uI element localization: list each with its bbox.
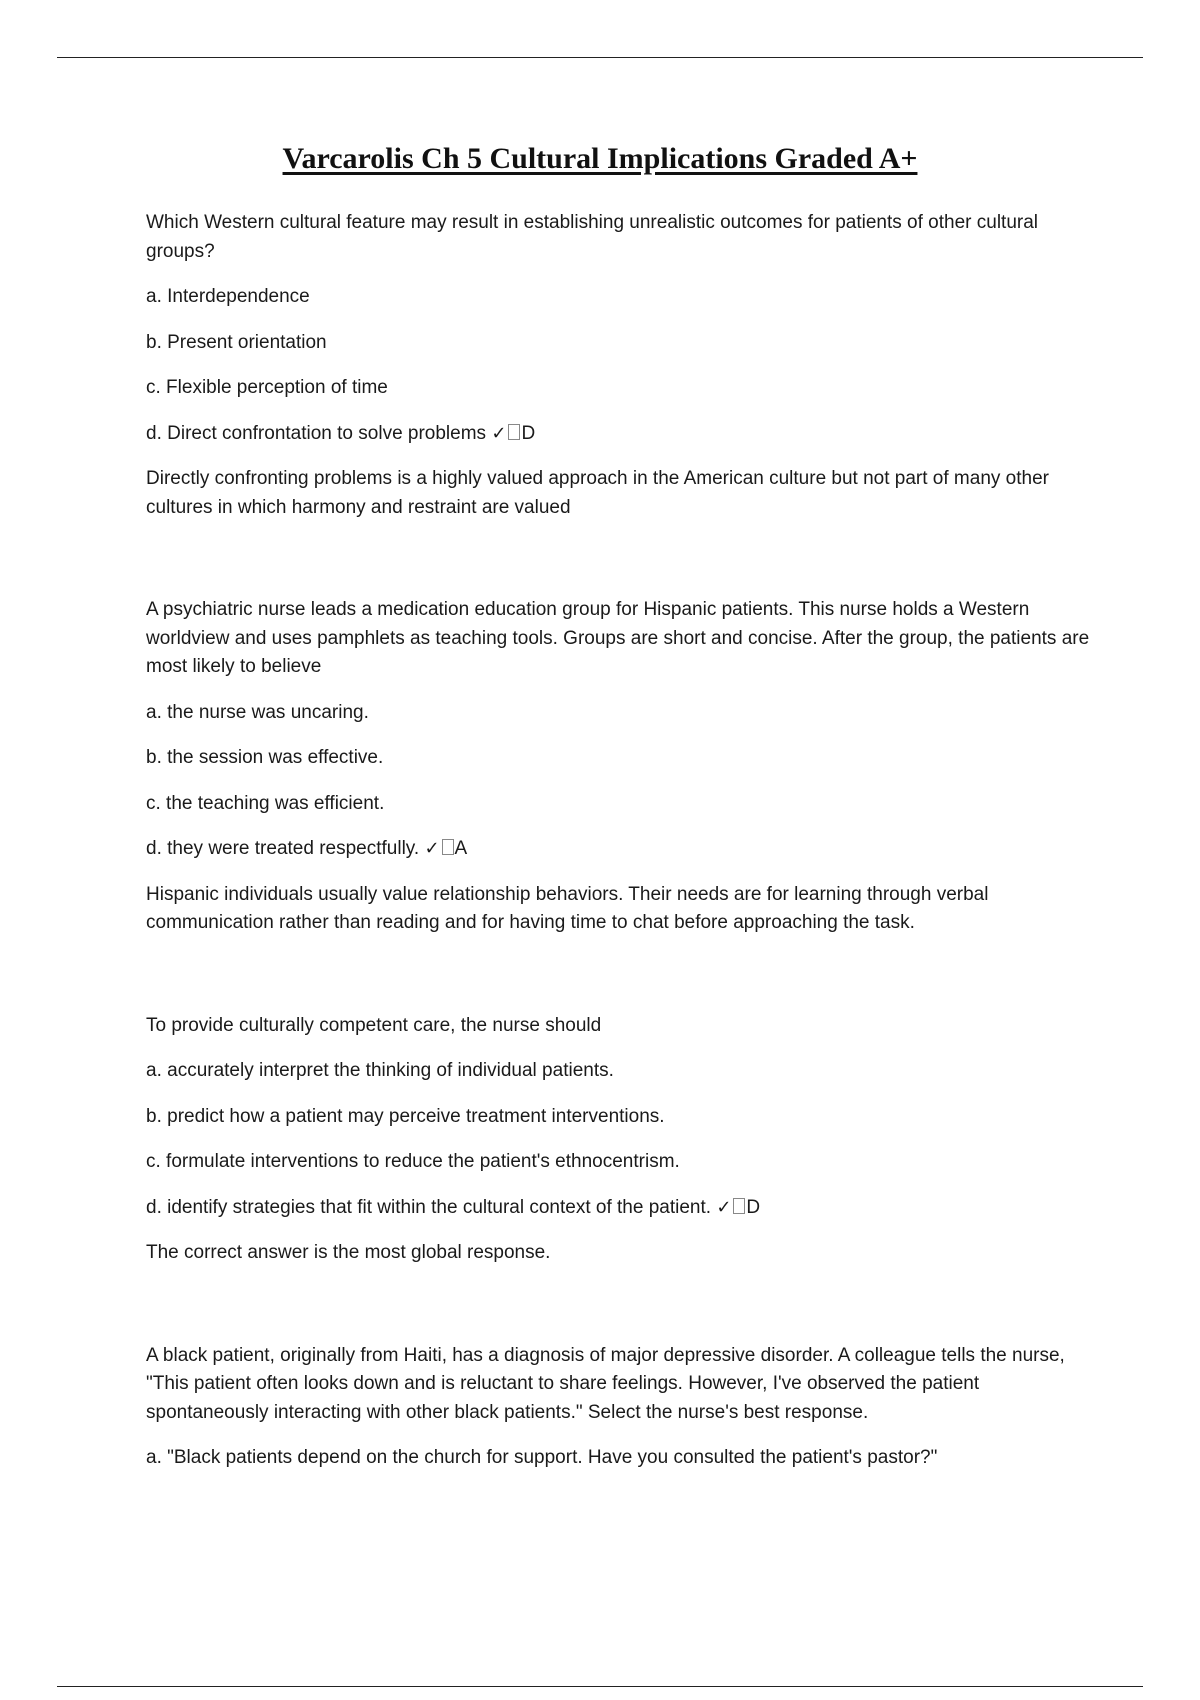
option-c: c. formulate interventions to reduce the patient's ethnocentrism. [146, 1151, 680, 1172]
rationale: Hispanic individuals usually value relationship behaviors. Their needs are for learning through verbal communication rather than reading and for having time to chat before approaching the task. [146, 883, 989, 933]
box-glyph-icon [508, 424, 520, 440]
option-d: d. Direct confrontation to solve problems [146, 422, 487, 444]
option-d: d. identify strategies that fit within the cultural context of the patient. [146, 1196, 712, 1218]
footer-rule [57, 1686, 1143, 1687]
option-d-answer-line [146, 835, 1096, 864]
question-stem: To provide culturally competent care, the nurse should [146, 1014, 602, 1036]
option-b: b. Present orientation [146, 331, 327, 353]
checkmark-icon: ✓ [424, 838, 440, 859]
option-a: a. Interdependence [146, 286, 310, 307]
header-rule [57, 57, 1143, 58]
question-3 [146, 1012, 1096, 1268]
option-a: a. accurately interpret the thinking of individual patients. [146, 1060, 614, 1081]
box-glyph-icon [442, 839, 454, 855]
option-a: a. the nurse was uncaring. [146, 701, 369, 723]
document-body [146, 209, 1096, 1473]
rationale: The correct answer is the most global response. [146, 1242, 551, 1263]
checkmark-icon: ✓ [716, 1196, 732, 1218]
option-d-answer-line [146, 1194, 1096, 1223]
box-glyph-icon [733, 1198, 745, 1214]
option-b: b. the session was effective. [146, 747, 384, 768]
option-a: a. "Black patients depend on the church for support. Have you consulted the patient's pastor?" [146, 1447, 938, 1468]
checkmark-icon: ✓ [491, 422, 507, 444]
question-4 [146, 1342, 1096, 1473]
option-d-answer-line [146, 420, 1096, 449]
option-d: d. they were treated respectfully. [146, 838, 420, 859]
question-2 [146, 596, 1096, 938]
rationale: Directly confronting problems is a highly valued approach in the American culture but not part of many other cultures in which harmony and restraint are valued [146, 468, 1049, 518]
question-stem: A black patient, originally from Haiti, has a diagnosis of major depressive disorder. A colleague tells the nurse, "This patient often looks down and is reluctant to share feelings. However, I've observed the patient spontaneously interacting with other black patients." Select the nurse's best response. [146, 1344, 1065, 1423]
document-title: Varcarolis Ch 5 Cultural Implications Graded A+ [282, 142, 918, 175]
option-c: c. Flexible perception of time [146, 377, 388, 398]
question-stem: A psychiatric nurse leads a medication education group for Hispanic patients. This nurse holds a Western worldview and uses pamphlets as teaching tools. Groups are short and concise. After the group, the patients are most likely to believe [146, 599, 1090, 677]
option-c: c. the teaching was efficient. [146, 792, 385, 814]
question-1 [146, 209, 1096, 522]
option-b: b. predict how a patient may perceive treatment interventions. [146, 1105, 665, 1127]
answer-letter: D [521, 422, 536, 444]
question-stem: Which Western cultural feature may result in establishing unrealistic outcomes for patients of other cultural groups? [146, 212, 1039, 262]
answer-letter: A [454, 838, 468, 859]
answer-letter: D [746, 1196, 761, 1218]
